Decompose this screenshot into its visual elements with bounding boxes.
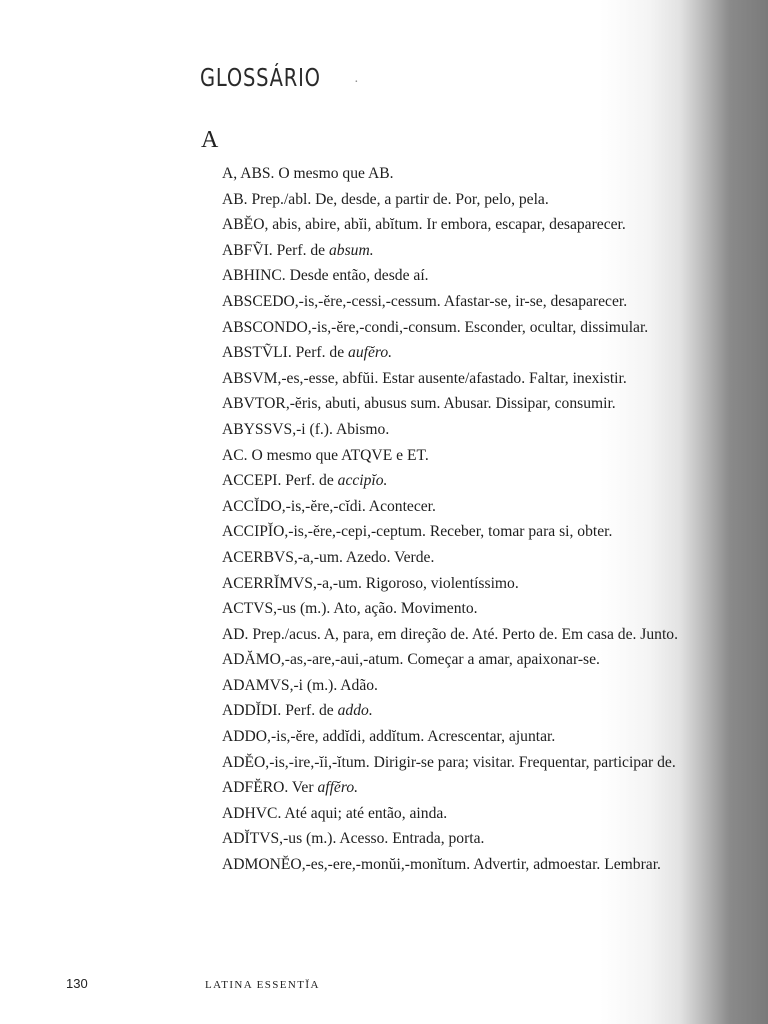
glossary-entry: ADHVC. Até aqui; até então, ainda. xyxy=(222,804,448,822)
cross-reference: accipĭo. xyxy=(337,472,388,490)
glossary-entry: ADMONĔO,-es,-ere,-monŭi,-monĭtum. Advertir, admoestar. Lembrar. xyxy=(222,856,661,874)
glossary-entry: ABSCEDO,-is,-ĕre,-cessi,-cessum. Afastar-se, ir-se, desaparecer. xyxy=(222,292,628,310)
glossary-entry: ADĬTVS,-us (m.). Acesso. Entrada, porta. xyxy=(222,830,485,848)
glossary-entry: ABVTOR,-ĕris, abuti, abusus sum. Abusar. Dissipar, consumir. xyxy=(222,395,616,413)
glossary-entry: AB. Prep./abl. De, desde, a partir de. Por, pelo, pela. xyxy=(222,190,549,208)
title-dot: · xyxy=(354,75,359,90)
cross-reference: aufĕro. xyxy=(348,344,393,362)
cross-reference: absum. xyxy=(328,241,374,259)
glossary-entry: ADDO,-is,-ĕre, addĭdi, addĭtum. Acrescentar, ajuntar. xyxy=(222,728,556,746)
glossary-entry: ADAMVS,-i (m.). Adão. xyxy=(222,676,378,694)
glossary-entry: A, ABS. O mesmo que AB. xyxy=(222,165,394,182)
glossary-entry: ADFĔRO. Ver affĕro. xyxy=(222,779,359,797)
glossary-entry: ACTVS,-us (m.). Ato, ação. Movimento. xyxy=(222,600,478,618)
glossary-entry: ABSTṼLI. Perf. de aufĕro. xyxy=(222,344,393,362)
section-letter: A xyxy=(201,127,219,153)
glossary-entry: ABHINC. Desde então, desde aí. xyxy=(222,267,429,285)
glossary-entry: ABSCONDO,-is,-ĕre,-condi,-consum. Esconder, ocultar, dissimular. xyxy=(222,318,649,336)
cross-reference: affĕro. xyxy=(317,779,359,797)
glossary-entry: AD. Prep./acus. A, para, em direção de. Até. Perto de. Em casa de. Junto. xyxy=(222,625,678,643)
glossary-entry: ABYSSVS,-i (f.). Abismo. xyxy=(222,420,390,438)
glossary-entry: ADDĬDI. Perf. de addo. xyxy=(222,702,373,720)
glossary-entry: ADĂMO,-as,-are,-aui,-atum. Começar a amar, apaixonar-se. xyxy=(222,651,600,669)
glossary-entry: ABFṼI. Perf. de absum. xyxy=(222,241,374,259)
glossary-entry: AC. O mesmo que ATQVE e ET. xyxy=(222,446,429,464)
glossary-entry: ACCĬDO,-is,-ĕre,-cĭdi. Acontecer. xyxy=(222,497,436,515)
glossary-entry: ACERRĬMVS,-a,-um. Rigoroso, violentíssimo. xyxy=(222,574,519,592)
glossary-entry: ACCEPI. Perf. de accipĭo. xyxy=(222,472,388,490)
page-number: 130 xyxy=(66,976,88,991)
running-footer: LATINA ESSENTĬA xyxy=(205,979,320,991)
glossary-entry: ACERBVS,-a,-um. Azedo. Verde. xyxy=(222,548,435,566)
glossary-entry: ABĔO, abis, abire, abĭi, abĭtum. Ir embora, escapar, desaparecer. xyxy=(222,216,626,234)
page-title: GLOSSÁRIO xyxy=(200,63,321,92)
glossary-entry: ABSVM,-es,-esse, abfŭi. Estar ausente/afastado. Faltar, inexistir. xyxy=(222,369,627,387)
glossary-entry: ACCIPĬO,-is,-ĕre,-cepi,-ceptum. Receber, tomar para si, obter. xyxy=(222,523,613,541)
glossary-list xyxy=(222,161,692,878)
cross-reference: addo. xyxy=(337,702,373,720)
glossary-entry: ADĔO,-is,-ire,-ĭi,-ĭtum. Dirigir-se para; visitar. Frequentar, participar de. xyxy=(222,753,676,771)
